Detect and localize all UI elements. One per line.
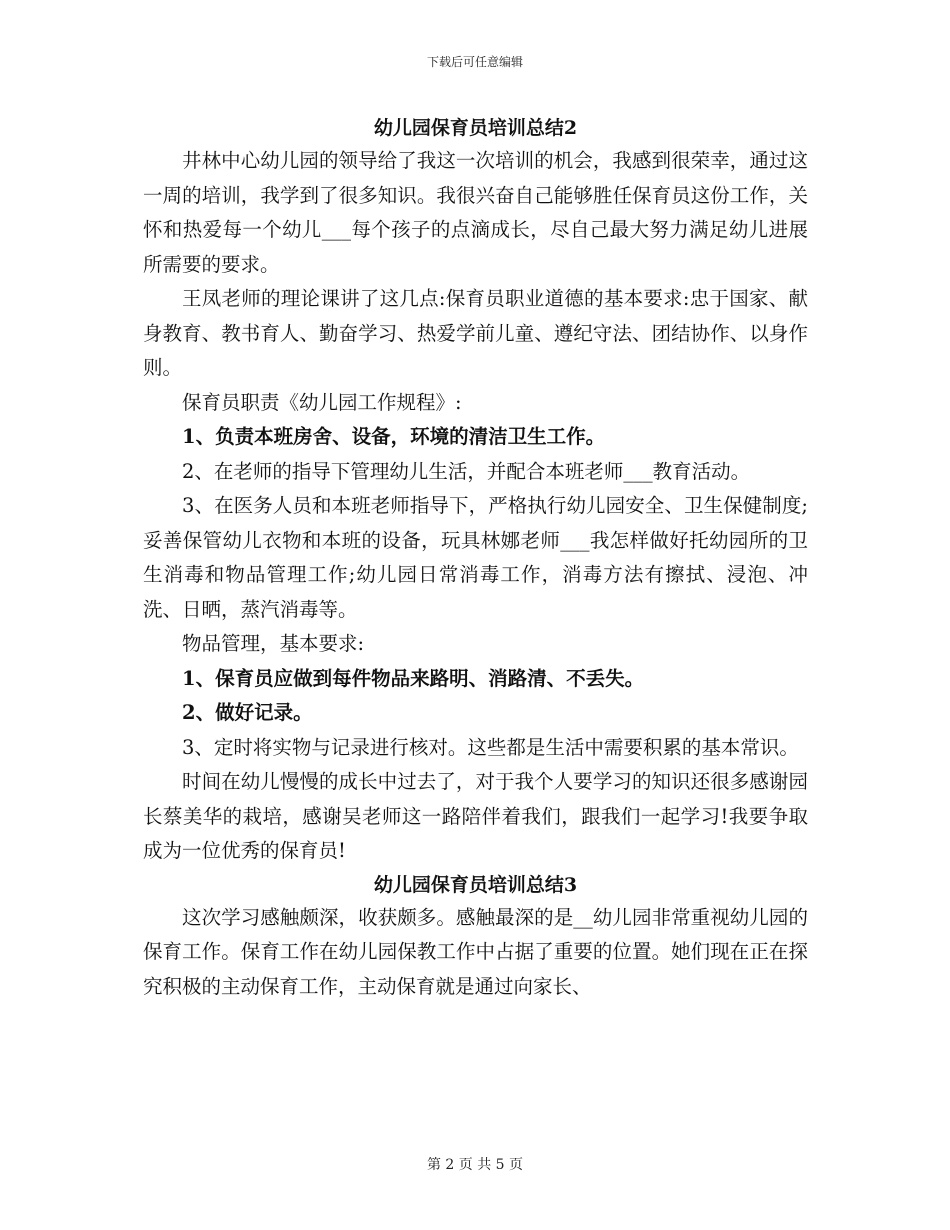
list-item: 3、在医务人员和本班老师指导下，严格执行幼儿园安全、卫生保健制度;妥善保管幼儿衣物和本班的设备，玩具林娜老师___我怎样做好托幼园所的卫生消毒和物品管理工作;幼儿园日常消毒工作，消毒方法有擦拭、浸泡、冲洗、日晒，蒸汽消毒等。 [143,494,808,621]
page-footer: 第 2 页 共 5 页 [426,1157,524,1173]
paragraph: 物品管理，基本要求: [182,632,365,655]
list-item: 2、在老师的指导下管理幼儿生活，并配合本班老师___教育活动。 [182,459,751,483]
paragraph: 这次学习感触颇深，收获颇多。感触最深的是__幼儿园非常重视幼儿园的保育工作。保育工作在幼儿园保教工作中占据了重要的位置。她们现在正在探究积极的主动保育工作，主动保育就是通过向家长、 [143,905,808,998]
paragraph: 井林中心幼儿园的领导给了我这一次培训的机会，我感到很荣幸，通过这一周的培训，我学到了很多知识。我很兴奋自己能够胜任保育员这份工作，关怀和热爱每一个幼儿___每个孩子的点滴成长，尽自己最大努力满足幼儿进展所需要的要求。 [143,149,808,276]
section-title-2: 幼儿园保育员培训总结2 [373,117,578,139]
list-item-bold: 1、负责本班房舍、设备，环境的清洁卫生工作。 [182,425,606,448]
list-item-bold: 2、做好记录。 [182,701,313,724]
paragraph: 时间在幼儿慢慢的成长中过去了，对于我个人要学习的知识还很多感谢园长蔡美华的栽培，感谢吴老师这一路陪伴着我们，跟我们一起学习!我要争取成为一位优秀的保育员! [143,770,808,862]
page-header: 下载后可任意编辑 [426,55,523,69]
paragraph: 保育员职责《幼儿园工作规程》: [182,390,462,414]
document-body [143,112,808,1004]
paragraph: 王凤老师的理论课讲了这几点:保育员职业道德的基本要求:忠于国家、献身教育、教书育人、勤奋学习、热爱学前儿童、遵纪守法、团结协作、以身作则。 [143,287,808,379]
list-item-bold: 1、保育员应做到每件物品来路明、消路清、不丢失。 [182,666,645,690]
list-item: 3、定时将实物与记录进行核对。这些都是生活中需要积累的基本常识。 [182,735,799,759]
section-title-3: 幼儿园保育员培训总结3 [373,873,578,896]
